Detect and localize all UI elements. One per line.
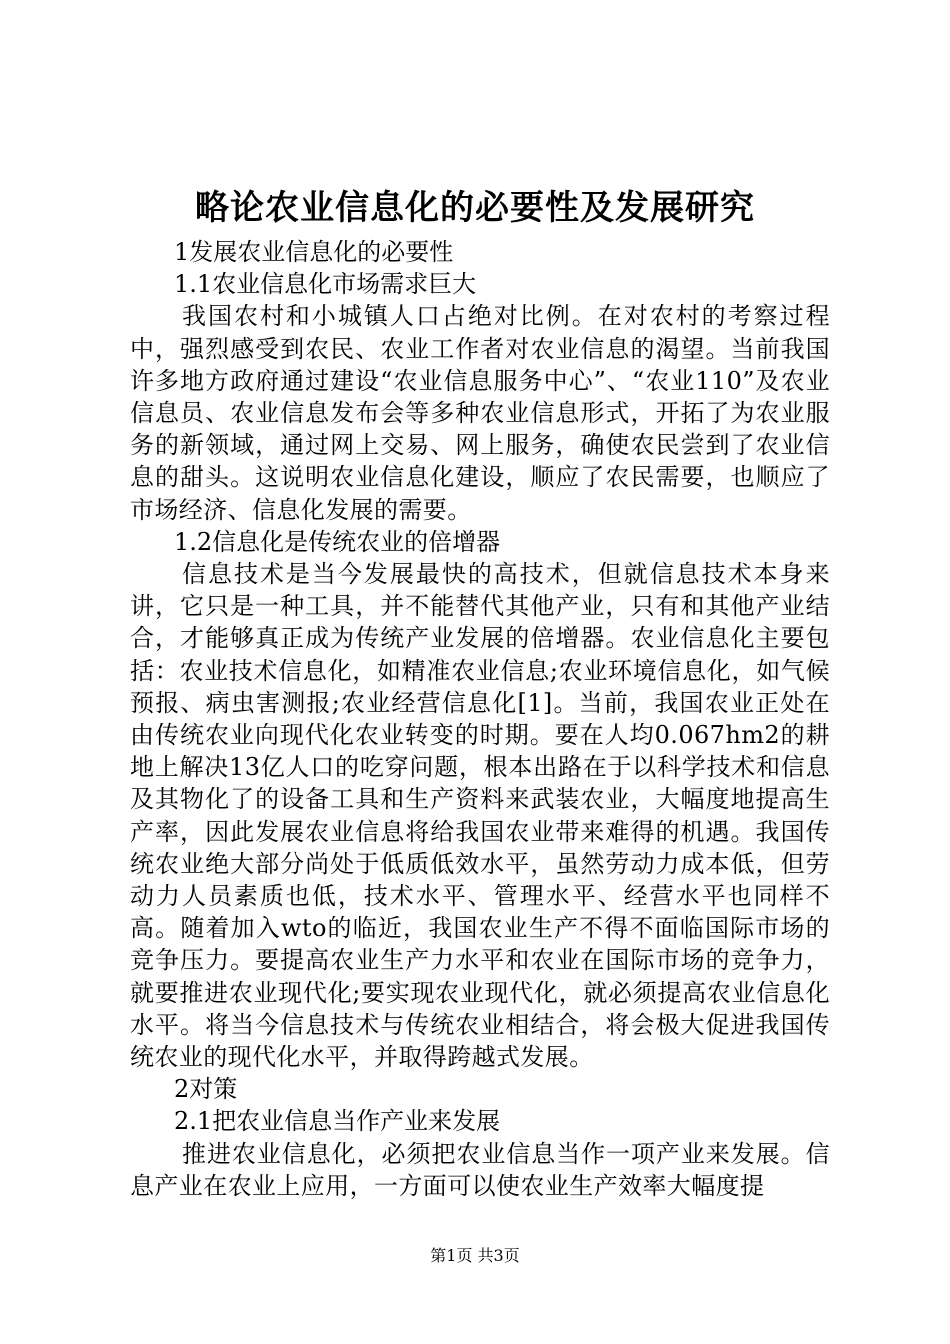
document-title: 略论农业信息化的必要性及发展研究	[195, 188, 755, 228]
document-body	[130, 236, 830, 1202]
section-heading-1: 1发展农业信息化的必要性	[174, 238, 454, 266]
paragraph-1: 我国农村和小城镇人口占绝对比例。在对农村的考察过程中，强烈感受到农民、农业工作者对农业信息的渴望。当前我国许多地方政府通过建设“农业信息服务中心”、“农业110”及农业信息员、农业信息发布会等多种农业信息形式，开拓了为农业服务的新领域，通过网上交易、网上服务，确使农民尝到了农业信息的甜头。这说明农业信息化建设，顺应了农民需要，也顺应了市场经济、信息化发展的需要。	[130, 302, 830, 524]
page-footer: 第1页 共3页	[430, 1246, 520, 1265]
paragraph-2: 信息技术是当今发展最快的高技术，但就信息技术本身来讲，它只是一种工具，并不能替代其他产业，只有和其他产业结合，才能够真正成为传统产业发展的倍增器。农业信息化主要包括：农业技术信息化，如精准农业信息;农业环境信息化，如气候预报、病虫害测报;农业经营信息化[1]。当前，我国农业正处在由传统农业向现代化农业转变的时期。要在人均0.067hm2的耕地上解决13亿人口的吃穿问题，根本出路在于以科学技术和信息及其物化了的设备工具和生产资料来武装农业，大幅度地提高生产率，因此发展农业信息将给我国农业带来难得的机遇。我国传统农业绝大部分尚处于低质低效水平，虽然劳动力成本低，但劳动力人员素质也低，技术水平、管理水平、经营水平也同样不高。随着加入wto的临近，我国农业生产不得不面临国际市场的竞争压力。要提高农业生产力水平和农业在国际市场的竞争力，就要推进农业现代化;要实现农业现代化，就必须提高农业信息化水平。将当今信息技术与传统农业相结合，将会极大促进我国传统农业的现代化水平，并取得跨越式发展。	[130, 560, 830, 1072]
section-heading-2: 2对策	[174, 1075, 238, 1104]
paragraph-3: 推进农业信息化，必须把农业信息当作一项产业来发展。信息产业在农业上应用，一方面可以使农业生产效率大幅度提	[130, 1139, 830, 1200]
section-heading-1-2: 1.2信息化是传统农业的倍增器	[174, 527, 501, 556]
section-heading-2-1: 2.1把农业信息当作产业来发展	[174, 1107, 501, 1136]
section-heading-1-1: 1.1农业信息化市场需求巨大	[174, 270, 477, 299]
